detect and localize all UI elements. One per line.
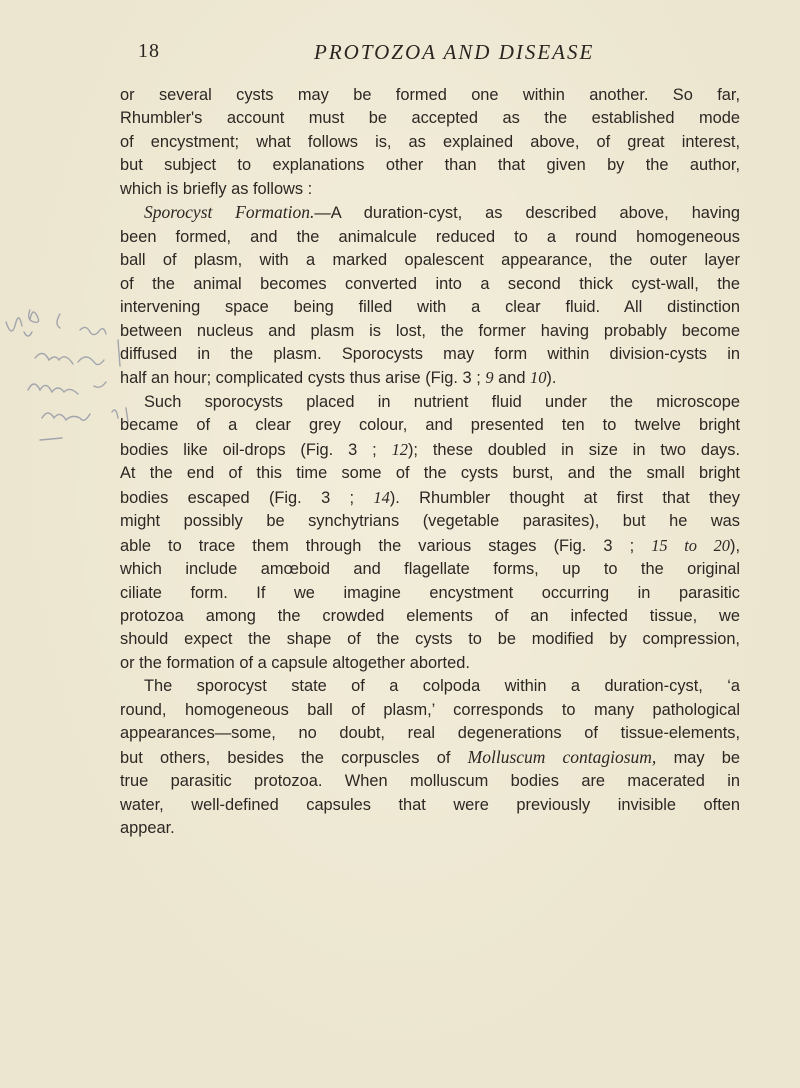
- text-line: between nucleus and plasm is lost, the former having probably become: [120, 321, 740, 340]
- text-line: appear.: [120, 819, 175, 838]
- figure-ref: 12: [391, 439, 408, 459]
- margin-handwriting: [0, 300, 140, 470]
- paragraph-1: [120, 84, 740, 201]
- text-line: appearances—some, no doubt, real degenerations of tissue-elements,: [120, 724, 740, 743]
- text-span: —A duration-cyst, as described above, having: [314, 204, 740, 223]
- text-line: true parasitic protozoa. When molluscum bodies are macerated in: [120, 772, 740, 791]
- text-line: might possibly be synchytrians (vegetable parasites), but he was: [120, 512, 740, 531]
- text-line: ball of plasm, with a marked opalescent appearance, the outer layer: [120, 251, 740, 270]
- text-line: should expect the shape of the cysts to be modified by compression,: [120, 630, 740, 649]
- text-line: [120, 746, 740, 770]
- text-line: of encystment; what follows is, as explained above, of great interest,: [120, 132, 740, 151]
- text-line: or the formation of a capsule altogether aborted.: [120, 653, 470, 672]
- text-line: which include amœboid and flagellate forms, up to the original: [120, 560, 740, 579]
- text-line: which is briefly as follows :: [120, 179, 313, 198]
- text-line: Rhumbler's account must be accepted as the established mode: [120, 109, 740, 128]
- paragraph-2: [120, 201, 740, 391]
- text-line: [120, 366, 740, 390]
- paragraph-3: [120, 391, 740, 675]
- page-number: 18: [138, 40, 160, 62]
- paragraph-4: [120, 675, 740, 840]
- text-line: protozoa among the crowded elements of an infected tissue, we: [120, 606, 740, 625]
- text-line: or several cysts may be formed one within another. So far,: [120, 86, 740, 104]
- running-title: PROTOZOA AND DISEASE: [314, 40, 595, 64]
- text-line: intervening space being filled with a clear fluid. All distinction: [120, 298, 740, 317]
- text-span: bodies like oil-drops (Fig. 3 ;: [120, 440, 377, 459]
- figure-ref: 10: [530, 368, 547, 388]
- text-line: The sporocyst state of a colpoda within a duration-cyst, ‘a: [144, 677, 740, 696]
- figure-ref: 9: [485, 368, 494, 388]
- text-line: water, well-defined capsules that were previously invisible often: [120, 795, 740, 814]
- text-span: ),: [729, 536, 740, 555]
- figure-ref: 14: [373, 487, 390, 507]
- text-line: ciliate form. If we imagine encystment occurring in parasitic: [120, 583, 740, 602]
- text-line: At the end of this time some of the cysts burst, and the small bright: [120, 464, 740, 483]
- text-span: ).: [546, 369, 557, 388]
- text-line: Such sporocysts placed in nutrient fluid under the microscope: [144, 392, 740, 411]
- page-header: [138, 40, 698, 68]
- text-line: of the animal becomes converted into a second thick cyst-wall, the: [120, 274, 740, 293]
- text-span: and: [498, 369, 526, 388]
- text-span: able to trace them through the various stages (Fig. 3 ;: [120, 536, 635, 555]
- text-span: may be: [673, 748, 740, 767]
- text-line: [120, 486, 740, 510]
- text-line: diffused in the plasm. Sporocysts may form within division-cysts in: [120, 344, 740, 363]
- text-line: round, homogeneous ball of plasm,’ corresponds to many pathological: [120, 700, 740, 719]
- text-line: [120, 438, 740, 462]
- text-span: ); these doubled in size in two days.: [407, 440, 740, 459]
- text-line: became of a clear grey colour, and presented ten to twelve bright: [120, 416, 740, 435]
- text-line: but subject to explanations other than that given by the author,: [120, 156, 740, 175]
- body-text: [120, 84, 740, 841]
- text-span: but others, besides the corpuscles of: [120, 748, 451, 767]
- species-name: Molluscum contagiosum,: [467, 746, 657, 767]
- handwriting-scribble-icon: [0, 300, 140, 470]
- figure-ref: 15 to 20: [651, 535, 730, 555]
- section-heading: Sporocyst Formation.: [144, 202, 315, 223]
- text-line: [120, 201, 740, 225]
- text-line: been formed, and the animalcule reduced to a round homogeneous: [120, 227, 740, 246]
- text-line: [120, 534, 740, 558]
- text-span: ). Rhumbler thought at first that they: [389, 488, 740, 507]
- text-span: bodies escaped (Fig. 3 ;: [120, 488, 355, 507]
- text-span: half an hour; complicated cysts thus arise (Fig. 3 ;: [120, 369, 481, 388]
